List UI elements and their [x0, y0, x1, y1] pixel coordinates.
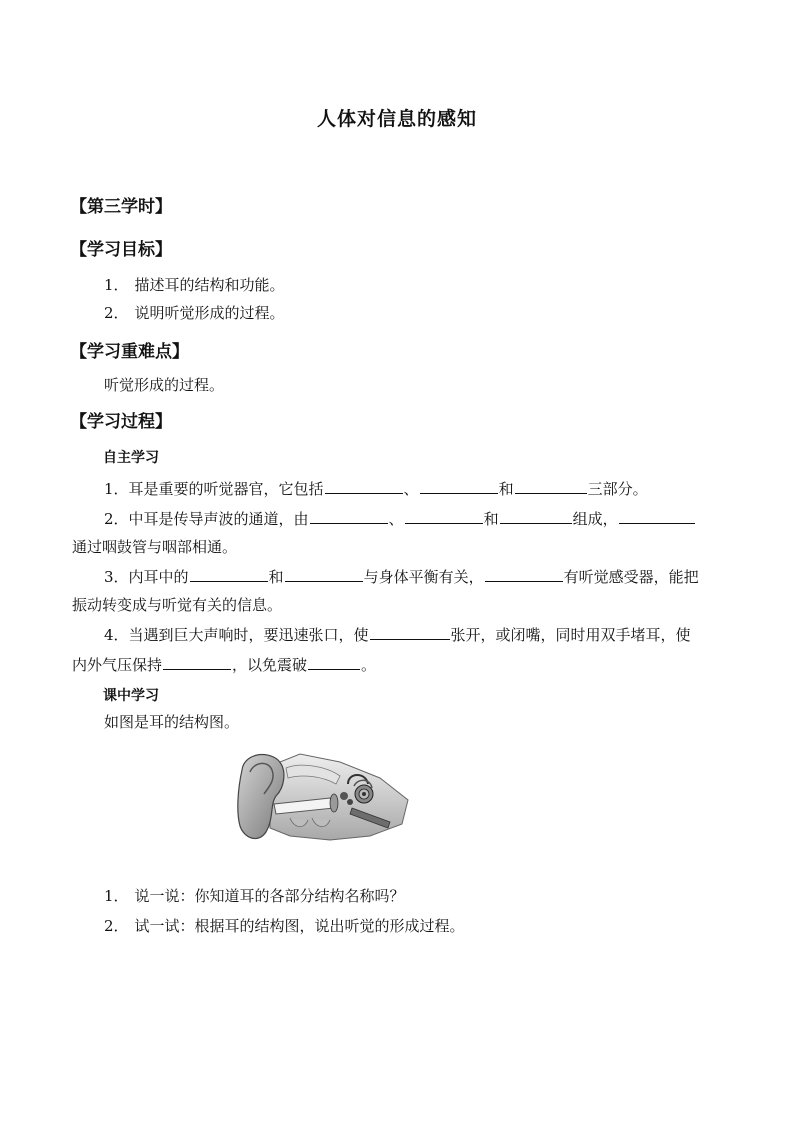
- answer-blank[interactable]: [190, 565, 268, 582]
- page-title: 人体对信息的感知: [316, 108, 477, 130]
- self-study-question-4: 4．当遇到巨大声响时，要迅速张口，使 张开，或闭嘴，同时用双手堵耳，使: [104, 623, 691, 645]
- class-study-label: 课中学习: [103, 688, 159, 704]
- answer-blank[interactable]: [619, 507, 695, 524]
- self-study-question-2-cont: 通过咽鼓管与咽部相通。: [72, 538, 238, 556]
- answer-blank[interactable]: [420, 477, 498, 494]
- answer-blank[interactable]: [500, 507, 572, 524]
- self-study-question-3-cont: 振动转变成与听觉有关的信息。: [72, 596, 283, 614]
- period-heading: 【第三学时】: [70, 197, 172, 217]
- key-points-text: 听觉形成的过程。: [104, 376, 225, 394]
- answer-blank[interactable]: [285, 565, 363, 582]
- answer-blank[interactable]: [308, 653, 360, 670]
- self-study-label: 自主学习: [103, 450, 159, 466]
- answer-blank[interactable]: [370, 623, 450, 640]
- key-points-heading: 【学习重难点】: [70, 342, 189, 362]
- self-study-question-2: 2．中耳是传导声波的通道，由 、 和 组成，: [104, 507, 696, 529]
- answer-blank[interactable]: [310, 507, 388, 524]
- answer-blank[interactable]: [405, 507, 483, 524]
- goal-item: 1． 描述耳的结构和功能。: [104, 276, 285, 294]
- self-study-question-3: 3．内耳中的 和 与身体平衡有关， 有听觉感受器，能把: [104, 565, 699, 587]
- class-study-question: 1． 说一说：你知道耳的各部分结构名称吗？: [104, 887, 405, 905]
- class-study-question: 2． 试一试：根据耳的结构图，说出听觉的形成过程。: [104, 917, 465, 935]
- goal-item: 2． 说明听觉形成的过程。: [104, 304, 285, 322]
- ear-structure-diagram: [230, 748, 410, 850]
- answer-blank[interactable]: [485, 565, 563, 582]
- answer-blank[interactable]: [325, 477, 403, 494]
- figure-intro: 如图是耳的结构图。: [104, 713, 240, 731]
- answer-blank[interactable]: [163, 653, 231, 670]
- answer-blank[interactable]: [515, 477, 587, 494]
- self-study-question-4-cont: 内外气压保持 ，以免震破 。: [72, 653, 376, 675]
- self-study-question-1: 1．耳是重要的听觉器官，它包括 、 和 三部分。: [104, 477, 648, 499]
- process-heading: 【学习过程】: [70, 412, 172, 432]
- goals-heading: 【学习目标】: [70, 240, 172, 260]
